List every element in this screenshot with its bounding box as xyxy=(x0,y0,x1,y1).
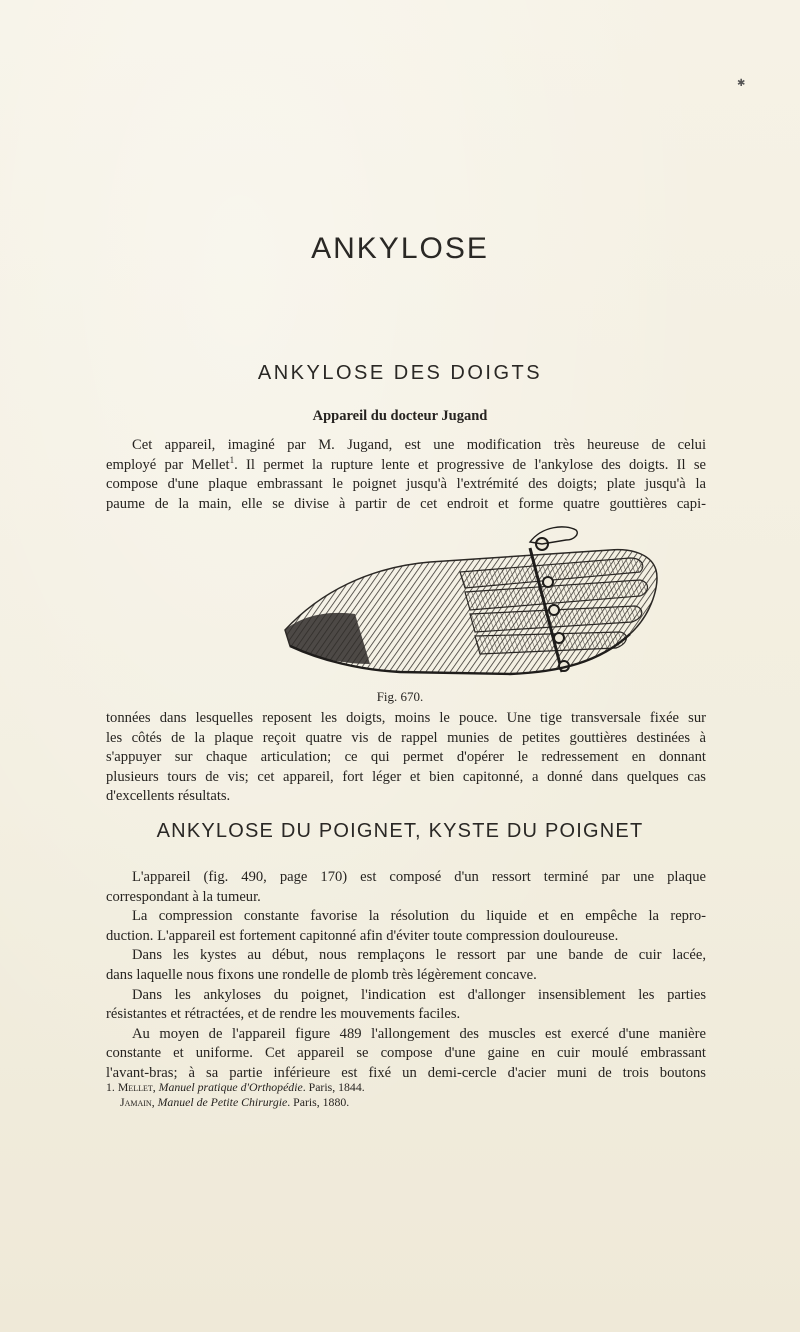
paragraph-poignet xyxy=(106,868,706,1084)
text-line: Au moyen de l'appareil figure 489 l'allongement des muscles est exercé d'une manière xyxy=(132,1025,706,1042)
text-line: s'appuyer sur chaque articulation; ce qui permet d'opérer le redressement en donnant xyxy=(106,749,706,766)
text-line: constante et uniforme. Cet appareil se compose d'une gaine en cuir moulé embrassant xyxy=(106,1045,706,1062)
paragraph-intro xyxy=(106,436,706,514)
text-line: L'appareil (fig. 490, page 170) est composé d'un ressort terminé par une plaque xyxy=(132,869,706,885)
text-line: compose d'une plaque embrassant le poignet jusqu'à l'extrémité des doigts; plate jusqu'à la xyxy=(106,476,706,493)
text-line: duction. L'appareil est fortement capitonné afin d'éviter toute compression douloureuse. xyxy=(106,927,619,944)
paragraph-description xyxy=(106,709,706,807)
subheading-appareil-jugand: Appareil du docteur Jugand xyxy=(312,408,488,424)
text-line: paume de la main, elle se divise à partir de cet endroit et forme quatre gouttières capi- xyxy=(106,495,706,512)
text-line: correspondant à la tumeur. xyxy=(106,888,261,905)
page-mark: ✱ xyxy=(737,78,746,89)
page-title: ANKYLOSE xyxy=(311,232,489,265)
hand-splint-illustration xyxy=(280,522,665,686)
text-line: d'excellents résultats. xyxy=(106,788,231,805)
footnote-jamain: Jamain, Manuel de Petite Chirurgie. Paris, 1880. xyxy=(120,1095,350,1109)
text-line: Dans les kystes au début, nous remplaçons le ressort par une bande de cuir lacée, xyxy=(132,947,706,964)
text-line: l'avant-bras; à sa partie inférieure est fixé un demi-cercle d'acier muni de trois boutons xyxy=(106,1064,706,1081)
text-line: les côtés de la plaque reçoit quatre vis de rappel munies de petites gouttières destinées à xyxy=(106,729,706,746)
text-line: résistantes et rétractées, et de rendre les mouvements faciles. xyxy=(106,1006,461,1023)
text-line: plusieurs tours de vis; cet appareil, fort léger et bien capitonné, a donné dans quelques cas xyxy=(106,768,706,785)
text-line: Cet appareil, imaginé par M. Jugand, est une modification très heureuse de celui xyxy=(132,437,706,453)
text-line: dans laquelle nous fixons une rondelle de plomb très légèrement concave. xyxy=(106,966,537,983)
text-line: tonnées dans lesquelles reposent les doigts, moins le pouce. Une tige transversale fixée sur xyxy=(106,710,706,726)
footnote-ref: 1 xyxy=(229,455,235,465)
section-title-doigts: ANKYLOSE DES DOIGTS xyxy=(257,362,543,384)
footnote-mellet: 1. Mellet, Manuel pratique d'Orthopédie. Paris, 1844. xyxy=(106,1080,365,1094)
footnotes xyxy=(106,1080,706,1110)
figure-caption: Fig. 670. xyxy=(376,689,424,704)
text-line: employé par Mellet$^1$. Il permet la rupture lente et progressive de l'ankylose des doigts. Il se xyxy=(106,455,706,473)
figure-hand-splint xyxy=(280,522,665,686)
text-line: Dans les ankyloses du poignet, l'indication est d'allonger insensiblement les parties xyxy=(132,986,706,1003)
text-line: La compression constante favorise la résolution du liquide et en empêche la repro- xyxy=(132,908,706,925)
section-title-poignet: ANKYLOSE DU POIGNET, KYSTE DU POIGNET xyxy=(156,820,644,842)
